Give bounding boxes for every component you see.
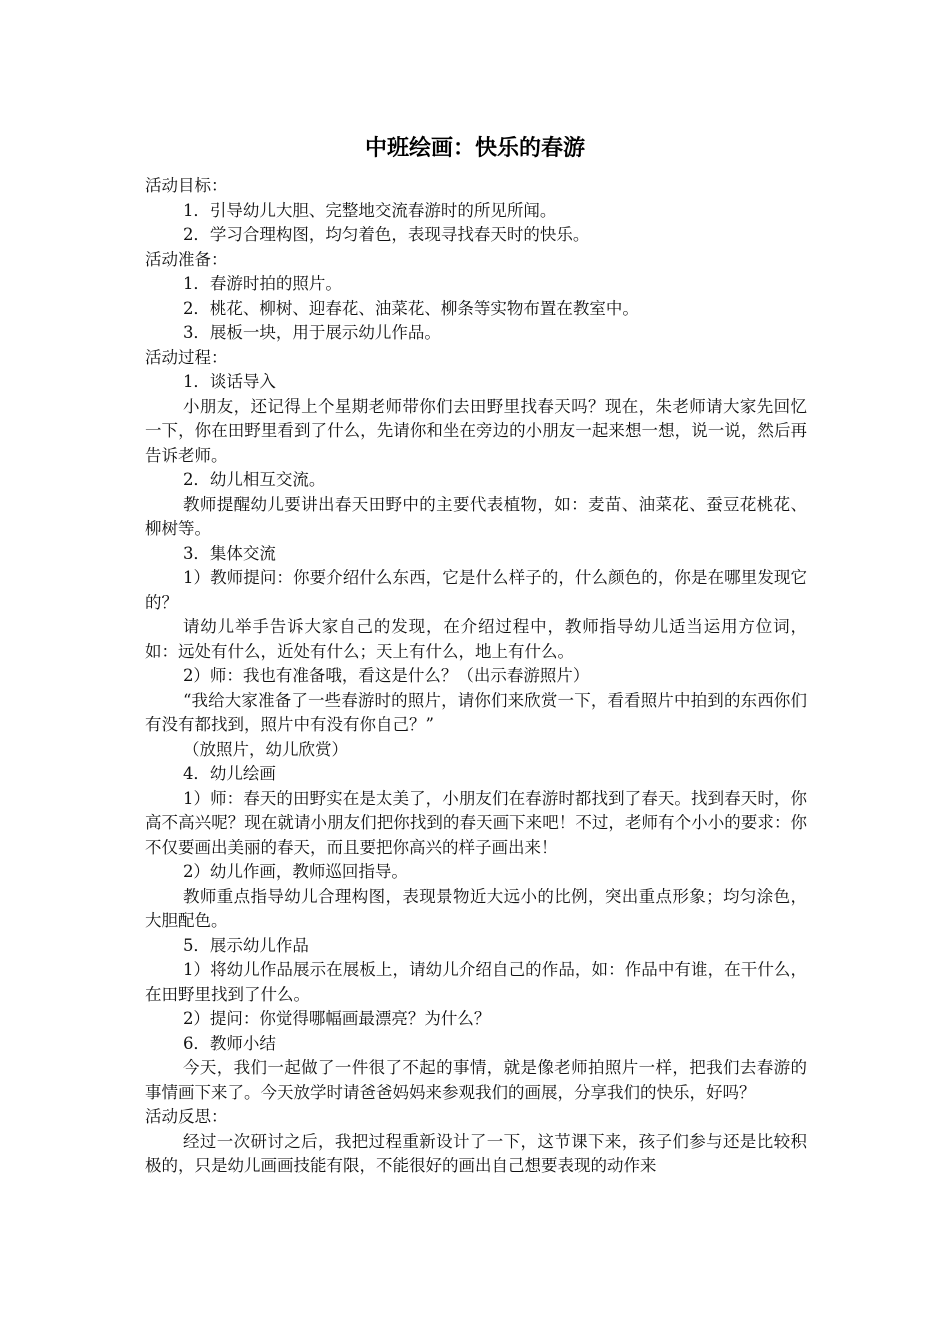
section-heading: 活动过程： (145, 347, 228, 367)
list-item: 6．教师小结 (182, 1033, 276, 1053)
paragraph: 2）师：我也有准备哦，看这是什么？（出示春游照片） (182, 666, 590, 685)
list-item: 2．桃花、柳树、迎春花、油菜花、柳条等实物布置在教室中。 (182, 298, 639, 318)
paragraph: 2）提问：你觉得哪幅画最漂亮？为什么？ (182, 1009, 491, 1028)
list-item: 1．谈话导入 (182, 372, 276, 391)
paragraph: 1）将幼儿作品展示在展板上，请幼儿介绍自己的作品，如：作品中有谁，在干什么，在田野里找到了什么。 (145, 960, 807, 1004)
list-item: 1．引导幼儿大胆、完整地交流春游时的所见所闻。 (182, 200, 557, 220)
paragraph: 1）教师提问：你要介绍什么东西，它是什么样子的，什么颜色的，你是在哪里发现它的？ (145, 568, 807, 612)
list-item: 3．展板一块，用于展示幼儿作品。 (182, 323, 441, 342)
paragraph: “我给大家准备了一些春游时的照片，请你们来欣赏一下，看看照片中拍到的东西你们有没有都找到，照片中有没有你自己？” (145, 690, 807, 734)
paragraph: 经过一次研讨之后，我把过程重新设计了一下，这节课下来，孩子们参与还是比较积极的，只是幼儿画画技能有限，不能很好的画出自己想要表现的动作来 (145, 1131, 807, 1175)
paragraph: （放照片，幼儿欣赏） (182, 739, 348, 759)
paragraph: 教师重点指导幼儿合理构图，表现景物近大远小的比例，突出重点形象；均匀涂色，大胆配色。 (145, 886, 807, 930)
paragraph: 小朋友，还记得上个星期老师带你们去田野里找春天吗？现在，朱老师请大家先回忆一下，你在田野里看到了什么，先请你和坐在旁边的小朋友一起来想一想，说一说，然后再告诉老师。 (145, 396, 807, 465)
paragraph: 请幼儿举手告诉大家自己的发现，在介绍过程中，教师指导幼儿适当运用方位词，如：远处有什么，近处有什么；天上有什么，地上有什么。 (145, 617, 807, 661)
section-heading: 活动反思： (145, 1107, 228, 1126)
list-item: 2．学习合理构图，均匀着色，表现寻找春天时的快乐。 (182, 225, 590, 244)
list-item: 2．幼儿相互交流。 (182, 470, 326, 489)
list-item: 4．幼儿绘画 (182, 764, 276, 783)
section-heading: 活动目标： (145, 176, 228, 195)
list-item: 3．集体交流 (182, 543, 276, 563)
document-body (145, 174, 807, 1179)
paragraph: 今天，我们一起做了一件很了不起的事情，就是像老师拍照片一样，把我们去春游的事情画下来了。今天放学时请爸爸妈妈来参观我们的画展，分享我们的快乐，好吗？ (145, 1058, 807, 1102)
paragraph: 教师提醒幼儿要讲出春天田野中的主要代表植物，如：麦苗、油菜花、蚕豆花桃花、柳树等。 (145, 494, 807, 538)
section-heading: 活动准备： (145, 249, 228, 269)
paragraph: 1）师：春天的田野实在是太美了，小朋友们在春游时都找到了春天。找到春天时，你高不高兴呢？现在就请小朋友们把你找到的春天画下来吧！不过，老师有个小小的要求：你不仅要画出美丽的春天，而且要把你高兴的样子画出来！ (145, 788, 807, 857)
document-title: 中班绘画：快乐的春游 (364, 136, 585, 161)
list-item: 1．春游时拍的照片。 (182, 274, 342, 293)
paragraph: 2）幼儿作画，教师巡回指导。 (182, 862, 408, 881)
list-item: 5．展示幼儿作品 (182, 935, 309, 955)
